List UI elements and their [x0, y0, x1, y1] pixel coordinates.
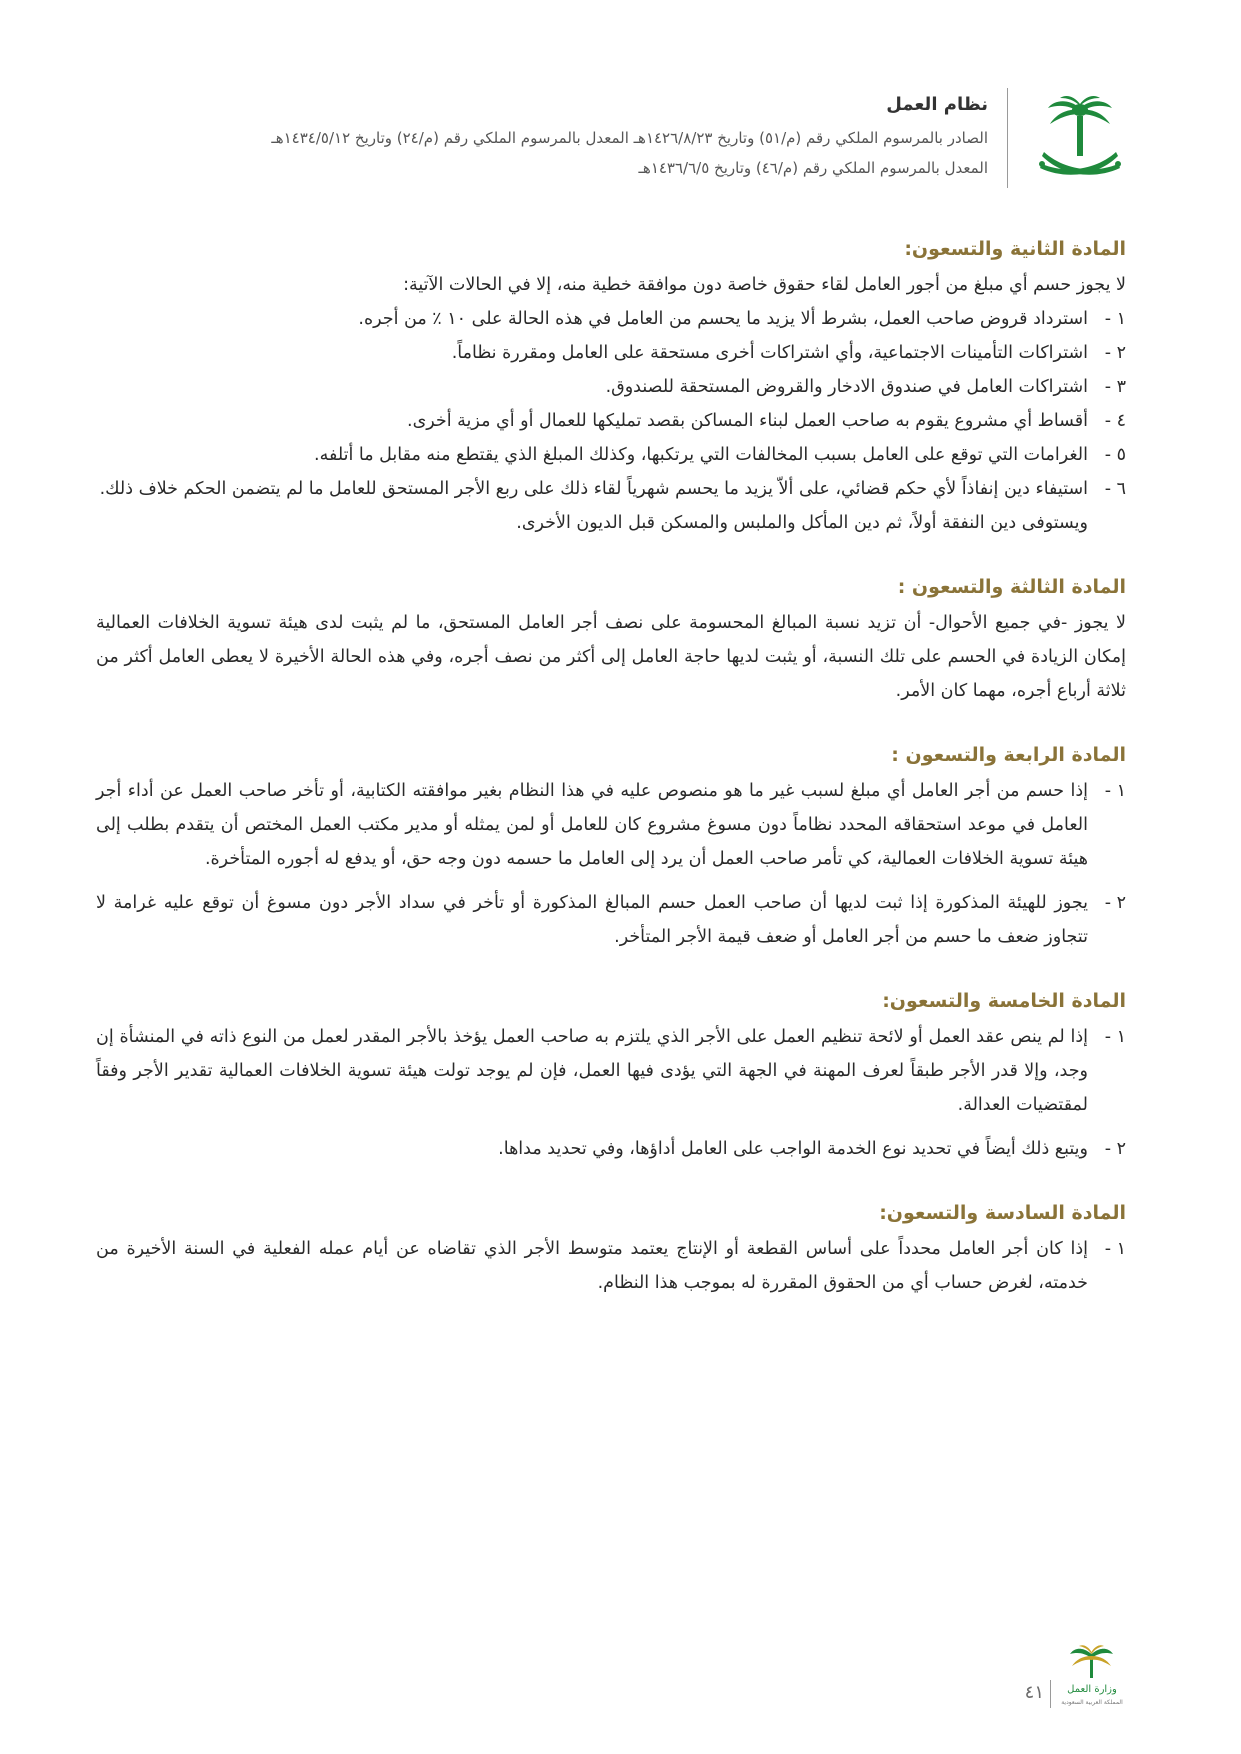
- page-number: ٤١: [1024, 1682, 1044, 1703]
- page-footer: [1000, 1644, 1180, 1714]
- item-text: يجوز للهيئة المذكورة إذا ثبت لديها أن صاحب العمل حسم المبالغ المذكورة أو تأخر في سداد الأجر دون مسوغ أن توقع عليه غرامة لا تتجاوز ضعف ما حسم من أجر العامل أو ضعف قيمة الأجر المتأخر.: [96, 893, 1088, 947]
- article-intro: لا يجوز حسم أي مبلغ من أجور العامل لقاء حقوق خاصة دون موافقة خطية منه، إلا في الحالات الآتية:: [403, 275, 1126, 295]
- article-title: المادة السادسة والتسعون:: [879, 1202, 1126, 1224]
- kingdom-name: المملكة العربية السعودية: [1061, 1699, 1123, 1706]
- item-number: ٢ -: [1104, 1139, 1126, 1159]
- list-item: [96, 438, 1126, 472]
- item-number: ١ -: [1104, 309, 1126, 329]
- item-text: إذا كان أجر العامل محدداً على أساس القطعة أو الإنتاج يعتمد متوسط الأجر الذي تقاضاه عن أيام عمله الفعلية في السنة الأخيرة من خدمته، لغرض حساب أي من الحقوق المقررة له بموجب هذا النظام.: [96, 1239, 1088, 1293]
- list-item: [96, 1232, 1126, 1300]
- header-text: [116, 94, 988, 183]
- article-94: [96, 738, 1126, 954]
- page-header: [116, 88, 1126, 196]
- ministry-logo-icon: [1052, 1644, 1132, 1714]
- item-number: ٢ -: [1104, 343, 1126, 363]
- list-item: [96, 1132, 1126, 1166]
- article-intro: لا يجوز -في جميع الأحوال- أن تزيد نسبة المبالغ المحسومة على نصف أجر العامل المستحق، ما لم يثبت لدى هيئة تسوية الخلافات العمالية إمكان الزيادة في الحسم على تلك النسبة، أو يثبت لديها حاجة العامل إلى أكثر من نصف أجره، وفي هذه الحالة الأخيرة لا يعطى العامل أكثر من ثلاثة أرباع أجره، مهما كان الأمر.: [96, 613, 1126, 701]
- item-number: ١ -: [1104, 781, 1126, 801]
- list-item: [96, 886, 1126, 954]
- item-text: اشتراكات التأمينات الاجتماعية، وأي اشتراكات أخرى مستحقة على العامل ومقررة نظاماً.: [451, 343, 1088, 363]
- list-item: [96, 370, 1126, 404]
- item-number: ٣ -: [1104, 377, 1126, 397]
- saudi-emblem-icon: [1034, 94, 1126, 190]
- article-95: [96, 984, 1126, 1166]
- article-title: المادة الثانية والتسعون:: [904, 238, 1126, 260]
- header-decree-line-1: الصادر بالمرسوم الملكي رقم (م/٥١) وتاريخ ١٤٢٦/٨/٢٣هـ المعدل بالمرسوم الملكي رقم (م/٢٤) وتاريخ ١٤٣٤/٥/١٢هـ: [271, 129, 988, 147]
- list-item: [96, 472, 1126, 506]
- header-divider: [1007, 88, 1008, 188]
- article-outro: ويستوفى دين النفقة أولاً، ثم دين المأكل والملبس والمسكن قبل الديون الأخرى.: [516, 513, 1088, 533]
- article-93: [96, 570, 1126, 708]
- item-text: ويتبع ذلك أيضاً في تحديد نوع الخدمة الواجب على العامل أداؤها، وفي تحديد مداها.: [498, 1139, 1088, 1159]
- article-title: المادة الثالثة والتسعون :: [897, 576, 1126, 598]
- item-text: أقساط أي مشروع يقوم به صاحب العمل لبناء المساكن بقصد تمليكها للعمال أو أي مزية أخرى.: [407, 411, 1088, 431]
- header-title: نظام العمل: [886, 94, 988, 115]
- item-text: استيفاء دين إنفاذاً لأي حكم قضائي، على ألاّ يزيد ما يحسم شهرياً لقاء ذلك على ربع الأجر المستحق للعامل ما لم يتضمن الحكم خلاف ذلك.: [99, 479, 1088, 499]
- article-96: [96, 1196, 1126, 1300]
- header-decree-line-2: المعدل بالمرسوم الملكي رقم (م/٤٦) وتاريخ ١٤٣٦/٦/٥هـ: [638, 159, 988, 177]
- item-text: استرداد قروض صاحب العمل، بشرط ألا يزيد ما يحسم من العامل في هذه الحالة على ١٠ ٪ من أجره.: [358, 309, 1088, 329]
- item-text: الغرامات التي توقع على العامل بسبب المخالفات التي يرتكبها، وكذلك المبلغ الذي يقتطع منه مقابل ما أتلفه.: [314, 445, 1088, 465]
- item-number: ٢ -: [1104, 893, 1126, 913]
- document-body: [96, 232, 1126, 1330]
- list-item: [96, 336, 1126, 370]
- item-text: اشتراكات العامل في صندوق الادخار والقروض المستحقة للصندوق.: [605, 377, 1088, 397]
- article-title: المادة الخامسة والتسعون:: [882, 990, 1126, 1012]
- ministry-name: وزارة العمل: [1067, 1684, 1117, 1695]
- item-number: ٤ -: [1104, 411, 1126, 431]
- footer-divider: [1050, 1680, 1051, 1708]
- item-number: ٦ -: [1104, 479, 1126, 499]
- item-number: ١ -: [1104, 1239, 1126, 1259]
- item-text: إذا لم ينص عقد العمل أو لائحة تنظيم العمل على الأجر الذي يلتزم به صاحب العمل يؤخذ بالأجر المقدر لعمل من النوع ذاته في المنشأة إن وجد، وإلا قدر الأجر طبقاً لعرف المهنة في الجهة التي يؤدى فيها العمل، فإن لم يوجد تولت هيئة تسوية الخلافات العمالية تقدير الأجر وفقاً لمقتضيات العدالة.: [96, 1027, 1088, 1115]
- list-item: [96, 404, 1126, 438]
- item-number: ١ -: [1104, 1027, 1126, 1047]
- article-title: المادة الرابعة والتسعون :: [891, 744, 1126, 766]
- list-item: [96, 1020, 1126, 1122]
- item-text: إذا حسم من أجر العامل أي مبلغ لسبب غير ما هو منصوص عليه في هذا النظام بغير موافقته الكتابية، أو تأخر صاحب العمل عن أداء أجر العامل في موعد استحقاقه المحدد نظاماً دون مسوغ مشروع كان للعامل أو لمن يمثله أو مدير مكتب العمل المختص أن يتقدم بطلب إلى هيئة تسوية الخلافات العمالية، كي تأمر صاحب العمل أن يرد إلى العامل ما حسمه دون وجه حق، أو يدفع له أجوره المتأخرة.: [96, 781, 1088, 869]
- list-item: [96, 302, 1126, 336]
- item-number: ٥ -: [1104, 445, 1126, 465]
- list-item: [96, 774, 1126, 876]
- article-92: [96, 232, 1126, 540]
